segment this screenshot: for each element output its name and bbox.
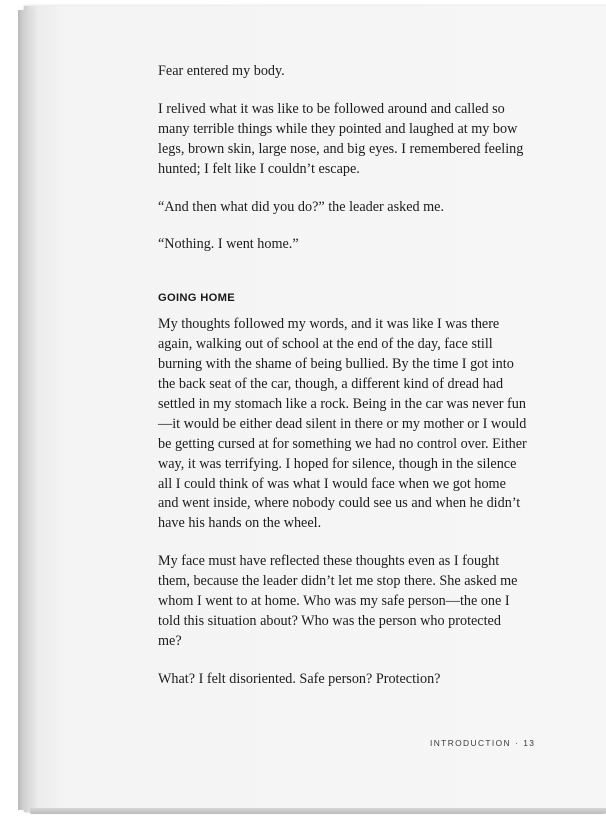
book-spine	[18, 10, 36, 810]
paragraph: Fear entered my body.	[158, 63, 285, 79]
footer-separator: ·	[515, 738, 520, 748]
paragraph: I relived what it was like to be followed around and called so many terrible things while they pointed and laughed at my bow legs, brown skin, large nose, and big eyes. I remembered feeling hunted; I felt like I couldn’t escape.	[158, 100, 524, 177]
running-footer	[430, 738, 535, 748]
footer-section-title: INTRODUCTION	[430, 738, 512, 748]
section-heading: GOING HOME	[158, 292, 235, 305]
paragraph: “And then what did you do?” the leader asked me.	[158, 198, 445, 215]
paragraph: “Nothing. I went home.”	[158, 236, 299, 253]
page-text-block	[158, 62, 528, 708]
paragraph: My face must have reflected these thoughts even as I fought them, because the leader didn’t let me stop there. She asked me whom I went to at home. Who was my safe person—the one I told this situation about? Who was the person who protected me?	[158, 553, 518, 649]
paragraph: What? I felt disoriented. Safe person? Protection?	[158, 670, 441, 687]
page-number: 13	[523, 738, 536, 748]
page-bottom-edge	[30, 808, 606, 814]
paragraph: My thoughts followed my words, and it was like I was there again, walking out of school at the end of the day, face still burning with the shame of being bullied. By the time I got into the back seat of the car, though, a different kind of dread had settled in my stomach like a rock. Being in the car was never fun—it would be either dead silent in there or my mother or I would be getting cursed at for something we had no control over. Either way, it was terrifying. I hoped for silence, though in the silence all I could think of was what I would face when we got home and went inside, where nobody could see us and when he didn’t have his hands on the wheel.	[158, 316, 527, 532]
